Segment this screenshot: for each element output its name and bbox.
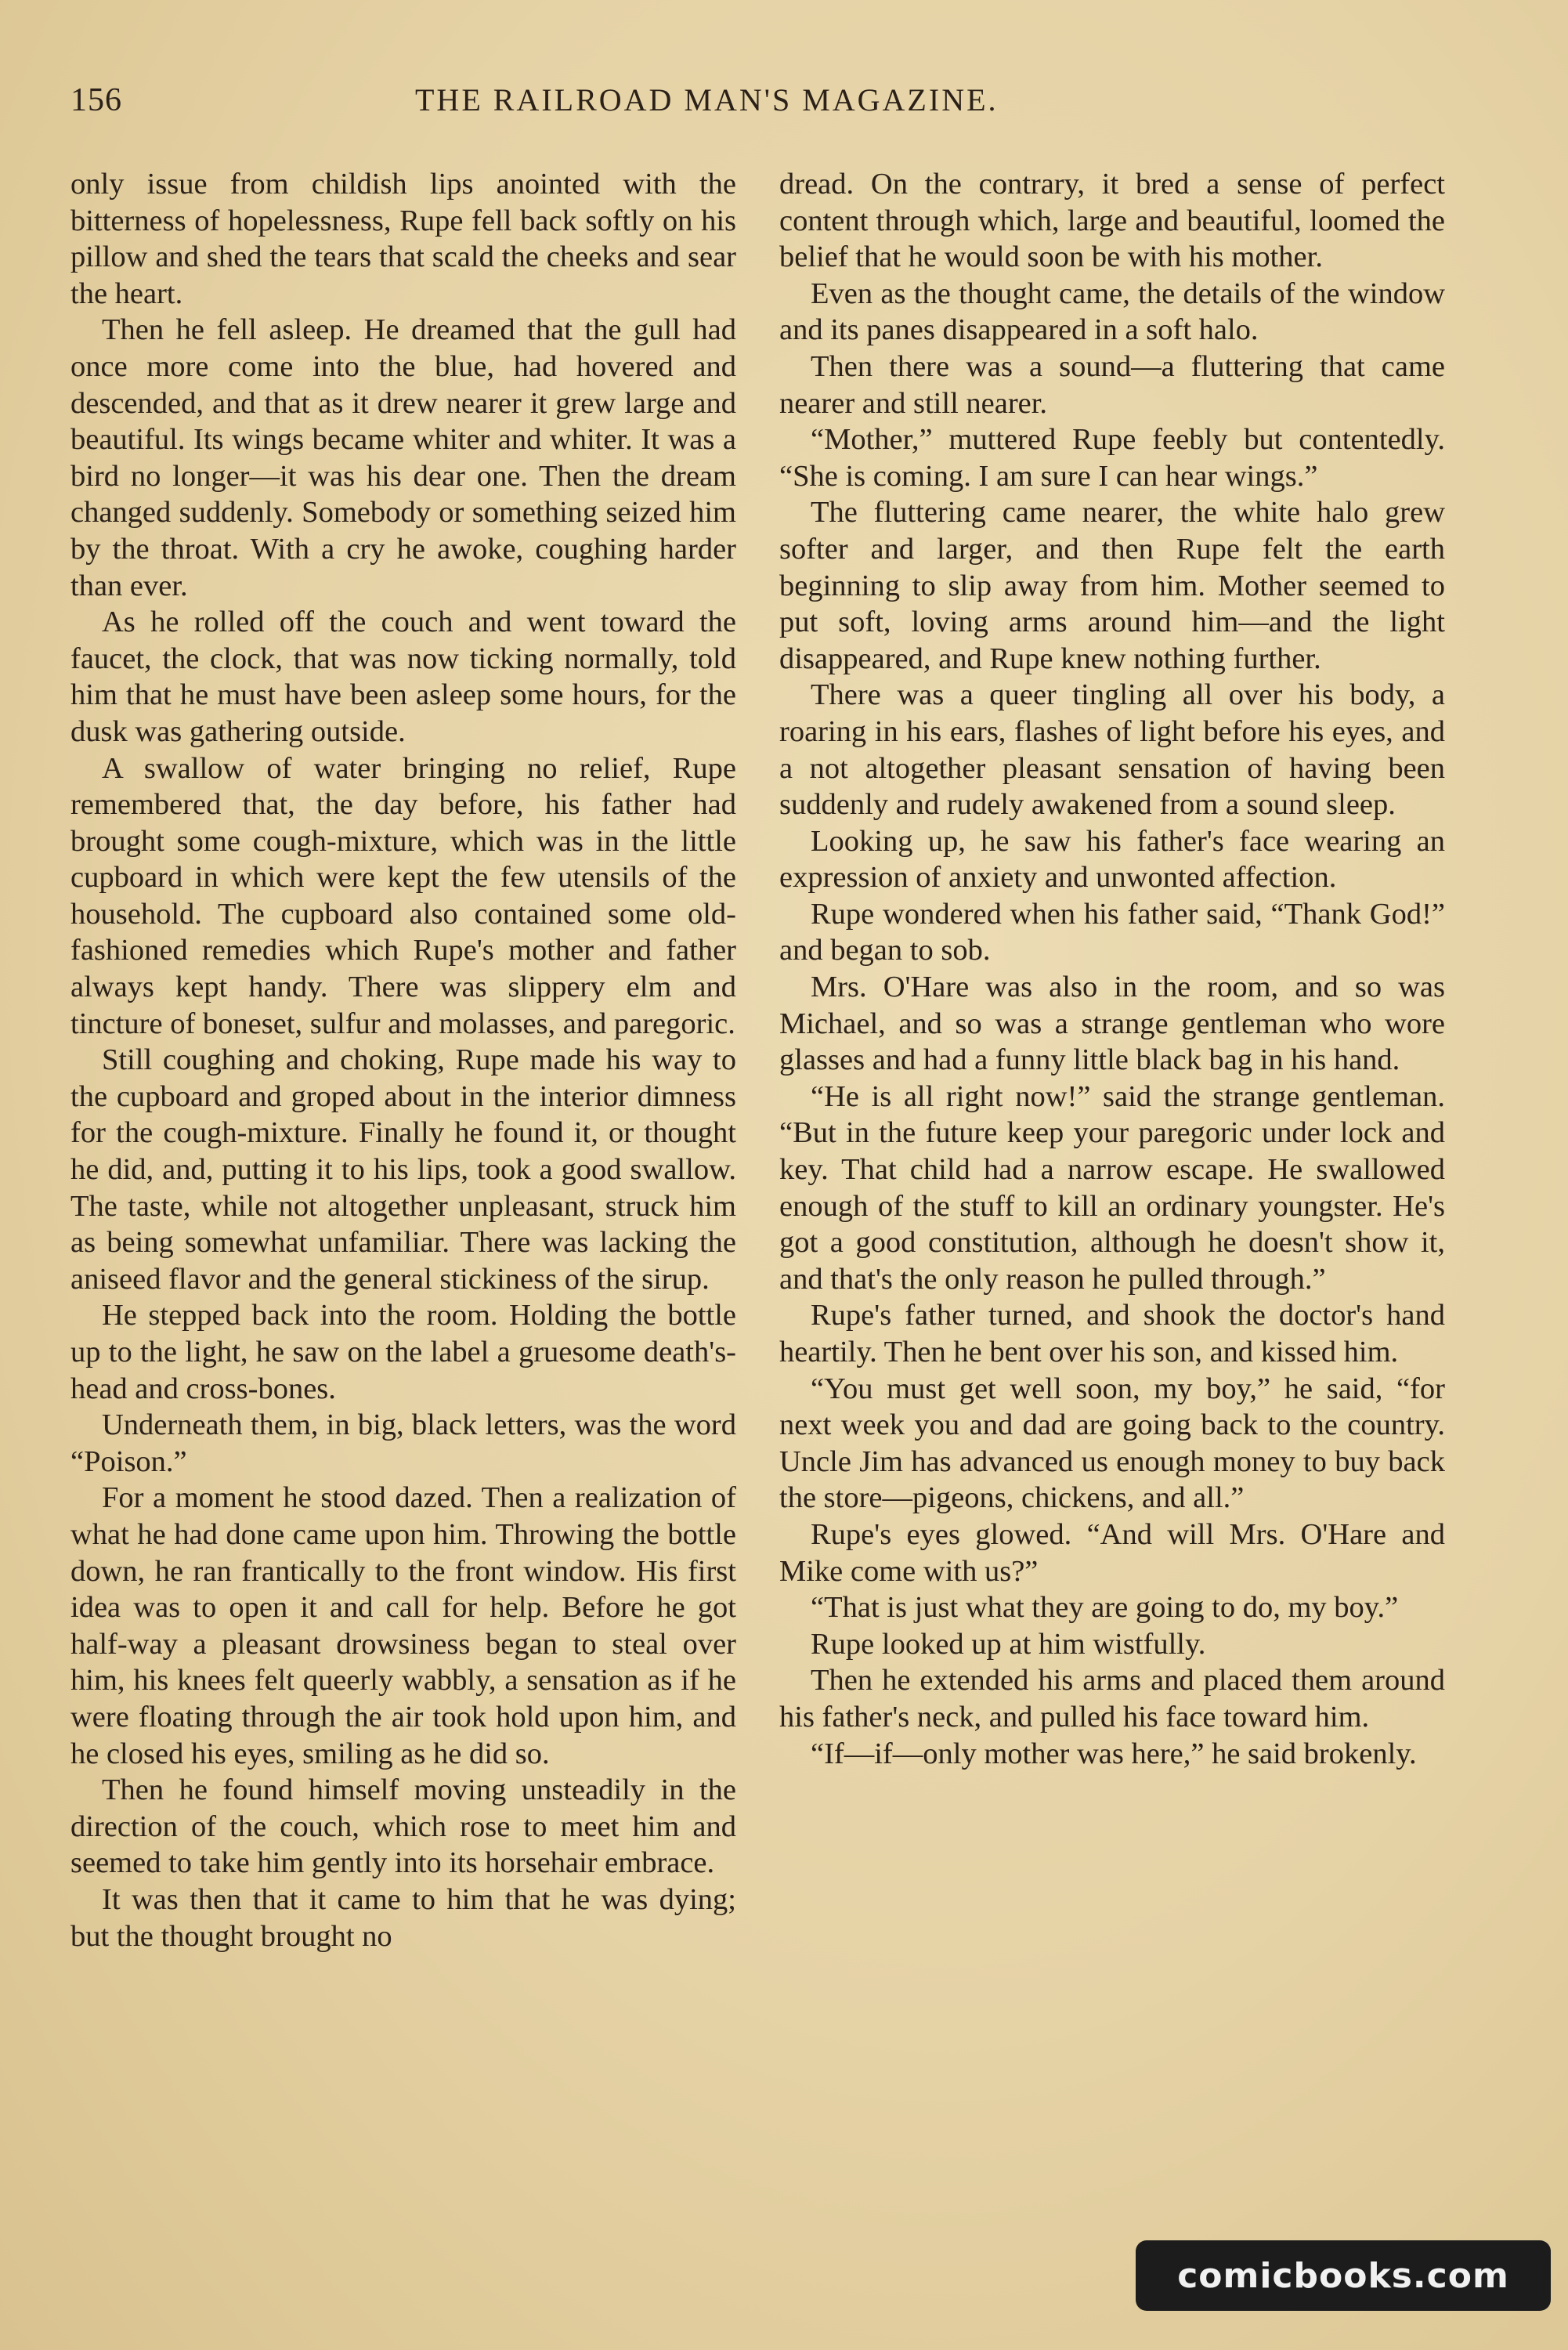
paragraph: “He is all right now!” said the strange gentleman. “But in the future keep your paregoric under lock and key. That child had a narrow escape. He swallowed enough of the stuff to kill an ordinary youngster. He's got a good constitution, although he doesn't show it, and that's the only reason he pulled through.” — [779, 1079, 1445, 1296]
paragraph: He stepped back into the room. Holding the bottle up to the light, he saw on the label a gruesome death's-head and cross-bones. — [70, 1299, 736, 1405]
paragraph: As he rolled off the couch and went toward the faucet, the clock, that was now ticking normally, told him that he must have been asleep some hours, for the dusk was gathering outside. — [70, 606, 736, 748]
paragraph: Then he found himself moving unsteadily in the direction of the couch, which rose to meet him and seemed to take him gently into its horsehair embrace. — [70, 1773, 736, 1880]
paragraph: Looking up, he saw his father's face wearing an expression of anxiety and unwonted affection. — [779, 824, 1445, 895]
paragraph: only issue from childish lips anointed with the bitterness of hopelessness, Rupe fell back softly on his pillow and shed the tears that scald the cheeks and sear the heart. — [70, 168, 736, 310]
paragraph: “Mother,” muttered Rupe feebly but contentedly. “She is coming. I am sure I can hear wings.” — [779, 423, 1445, 493]
watermark-logo: comicbooks.com — [1136, 2240, 1551, 2311]
paragraph: Rupe's eyes glowed. “And will Mrs. O'Hare and Mike come with us?” — [779, 1517, 1445, 1588]
paragraph: “That is just what they are going to do, my boy.” — [811, 1591, 1399, 1625]
left-column — [70, 166, 736, 1954]
paragraph: Rupe's father turned, and shook the doctor's hand heartily. Then he bent over his son, and kissed him. — [779, 1299, 1445, 1368]
paragraph: It was then that it came to him that he was dying; but the thought brought no — [70, 1882, 736, 1953]
paragraph: Then he extended his arms and placed them around his father's neck, and pulled his face toward him. — [779, 1664, 1445, 1734]
paragraph: Mrs. O'Hare was also in the room, and so was Michael, and so was a strange gentleman who wore glasses and had a funny little black bag in his hand. — [779, 971, 1445, 1077]
paragraph: A swallow of water bringing no relief, Rupe remembered that, the day before, his father had brought some cough-mixture, which was in the little cupboard in which were kept the few utensils of the household. The cupboard also contained some old-fashioned remedies which Rupe's mother and father always kept handy. There was slippery elm and tincture of boneset, sulfur and molasses, and paregoric. — [70, 751, 736, 1040]
running-head: THE RAILROAD MAN'S MAGAZINE. — [415, 82, 999, 118]
paragraph: The fluttering came nearer, the white halo grew softer and larger, and then Rupe felt the earth beginning to slip away from him. Mother seemed to put soft, loving arms around him—and the light disappeared, and Rupe knew nothing further. — [779, 496, 1445, 675]
paragraph: Even as the thought came, the details of the window and its panes disappeared in a soft halo. — [779, 277, 1445, 347]
paragraph: Still coughing and choking, Rupe made his way to the cupboard and groped about in the interior dimness for the cough-mixture. Finally he found it, or thought he did, and, putting it to his lips, took a good swallow. The taste, while not altogether unpleasant, struck him as being somewhat unfamiliar. There was lacking the aniseed flavor and the general stickiness of the sirup. — [70, 1043, 736, 1296]
paragraph: Rupe wondered when his father said, “Thank God!” and began to sob. — [779, 897, 1445, 967]
paragraph: For a moment he stood dazed. Then a realization of what he had done came upon him. Throwing the bottle down, he ran frantically to the front window. His first idea was to open it and call for help. Before he got half-way a pleasant drowsiness began to steal over him, his knees felt queerly wabbly, a sensation as if he were floating through the air took hold upon him, and he closed his eyes, smiling as he did so. — [70, 1481, 736, 1770]
paragraph: dread. On the contrary, it bred a sense of perfect content through which, large and beautiful, loomed the belief that he would soon be with his mother. — [779, 168, 1445, 274]
paragraph: Rupe looked up at him wistfully. — [811, 1627, 1206, 1661]
paragraph: Then there was a sound—a fluttering that came nearer and still nearer. — [779, 349, 1445, 420]
right-column — [779, 166, 1445, 1772]
paragraph: There was a queer tingling all over his body, a roaring in his ears, flashes of light before his eyes, and a not altogether pleasant sensation of having been suddenly and rudely awakened from a sound sleep. — [779, 678, 1445, 822]
paragraph: “You must get well soon, my boy,” he said, “for next week you and dad are going back to the country. Uncle Jim has advanced us enough money to buy back the store—pigeons, chickens, and all.” — [779, 1372, 1445, 1515]
paragraph: Underneath them, in big, black letters, was the word “Poison.” — [70, 1408, 736, 1478]
paragraph: Then he fell asleep. He dreamed that the gull had once more come into the blue, had hovered and descended, and that as it drew nearer it grew large and beautiful. Its wings became whiter and whiter. It was a bird no longer—it was his dear one. Then the dream changed suddenly. Somebody or something seized him by the throat. With a cry he awoke, coughing harder than ever. — [70, 313, 736, 602]
paragraph: “If—if—only mother was here,” he said brokenly. — [811, 1737, 1417, 1770]
page-number: 156 — [70, 82, 122, 118]
page-header — [70, 81, 1472, 136]
